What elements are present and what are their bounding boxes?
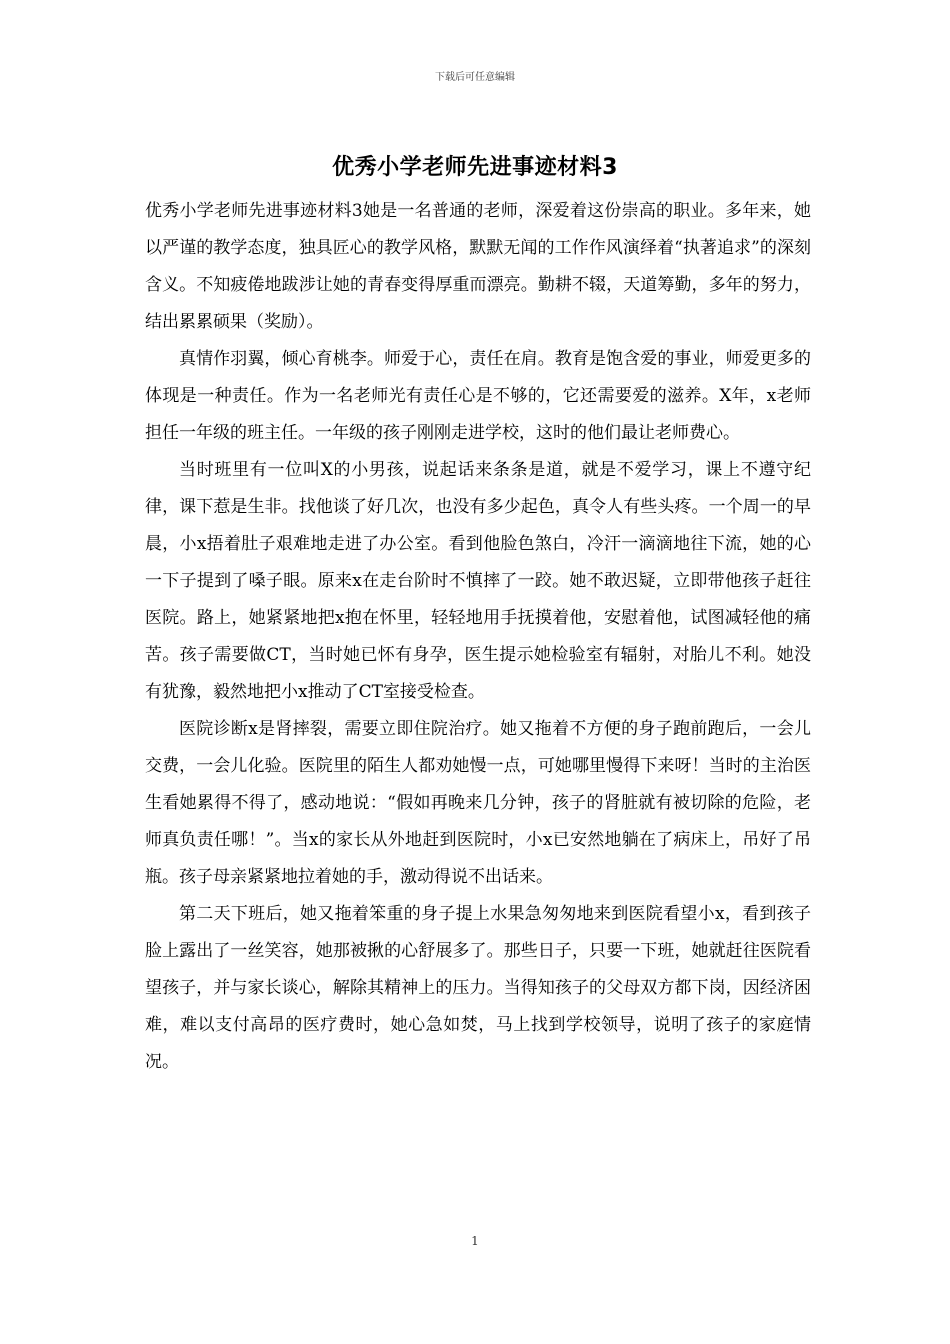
paragraph-5: 第二天下班后，她又拖着笨重的身子提上水果急匆匆地来到医院看望小x，看到孩子脸上露出了一丝笑容，她那被揪的心舒展多了。那些日子，只要一下班，她就赶往医院看望孩子，并与家长谈心，解除其精神上的压力。当得知孩子的父母双方都下岗，因经济困难，难以支付高昂的医疗费时，她心急如焚，马上找到学校领导，说明了孩子的家庭情况。 (145, 904, 811, 1072)
document-body (145, 193, 811, 1081)
paragraph-2: 真情作羽翼，倾心育桃李。师爱于心，责任在肩。教育是饱含爱的事业，师爱更多的体现是一种责任。作为一名老师光有责任心是不够的，它还需要爱的滋养。X年，x老师担任一年级的班主任。一年级的孩子刚刚走进学校，这时的他们最让老师费心。 (145, 349, 811, 443)
page-number: 1 (471, 1234, 479, 1248)
paragraph-4: 医院诊断x是肾摔裂，需要立即住院治疗。她又拖着不方便的身子跑前跑后，一会儿交费，一会儿化验。医院里的陌生人都劝她慢一点，可她哪里慢得下来呀！当时的主治医生看她累得不得了，感动地说：“假如再晚来几分钟，孩子的肾脏就有被切除的危险，老师真负责任哪！”。当x的家长从外地赶到医院时，小x已安然地躺在了病床上，吊好了吊瓶。孩子母亲紧紧地拉着她的手，激动得说不出话来。 (145, 719, 811, 887)
document-title: 优秀小学老师先进事迹材料3 (332, 155, 618, 180)
paragraph-3: 当时班里有一位叫X的小男孩，说起话来条条是道，就是不爱学习，课上不遵守纪律，课下惹是生非。找他谈了好几次，也没有多少起色，真令人有些头疼。一个周一的早晨，小x捂着肚子艰难地走进了办公室。看到他脸色煞白，冷汗一滴滴地往下流，她的心一下子提到了嗓子眼。原来x在走台阶时不慎摔了一跤。她不敢迟疑，立即带他孩子赶往医院。路上，她紧紧地把x抱在怀里，轻轻地用手抚摸着他，安慰着他，试图减轻他的痛苦。孩子需要做CT，当时她已怀有身孕，医生提示她检验室有辐射，对胎儿不利。她没有犹豫，毅然地把小x推动了CT室接受检查。 (145, 460, 811, 702)
paragraph-1: 优秀小学老师先进事迹材料3她是一名普通的老师，深爱着这份崇高的职业。多年来，她以严谨的教学态度，独具匠心的教学风格，默默无闻的工作作风演绎着“执著追求”的深刻含义。不知疲倦地跋涉让她的青春变得厚重而漂亮。勤耕不辍，天道筹勤，多年的努力，结出累累硕果（奖励）。 (145, 201, 811, 332)
header-note: 下载后可任意编辑 (435, 72, 515, 83)
